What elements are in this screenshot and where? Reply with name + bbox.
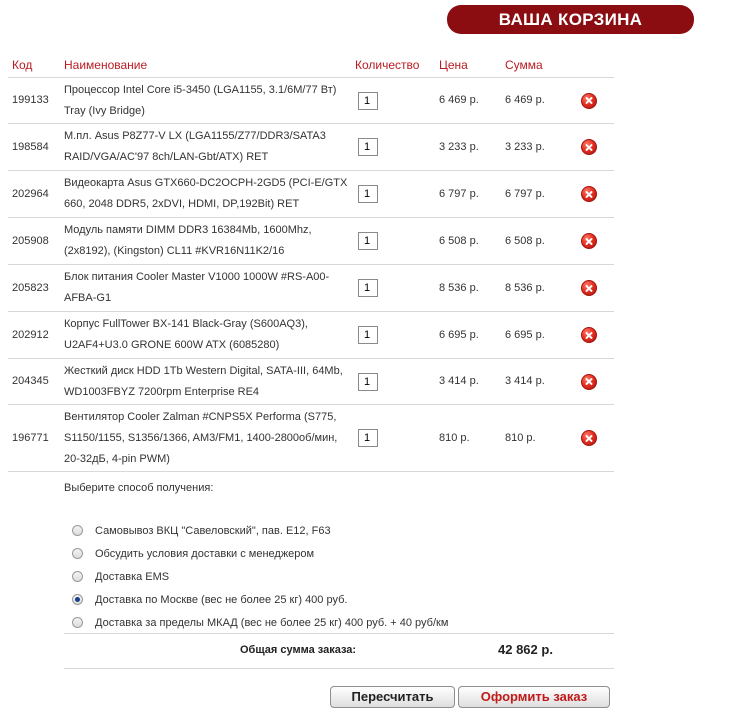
quantity-input[interactable] bbox=[358, 232, 378, 250]
item-price: 6 508 р. bbox=[439, 218, 505, 265]
radio-button[interactable] bbox=[72, 571, 83, 582]
cart-header-row bbox=[8, 52, 614, 78]
item-quantity-cell bbox=[355, 265, 439, 312]
total-value: 42 862 р. bbox=[498, 642, 553, 657]
item-price: 810 р. bbox=[439, 405, 505, 472]
item-sum: 3 233 р. bbox=[505, 124, 575, 171]
item-quantity-cell bbox=[355, 78, 439, 124]
delete-icon[interactable] bbox=[581, 93, 597, 109]
delivery-option-label: Доставка за пределы МКАД (вес не более 25 кг) 400 руб. + 40 руб/км bbox=[95, 616, 449, 629]
cart-banner bbox=[447, 5, 694, 34]
divider-bottom bbox=[64, 668, 614, 669]
delivery-options bbox=[72, 519, 448, 634]
item-price: 6 469 р. bbox=[439, 78, 505, 124]
item-name: Жесткий диск HDD 1Tb Western Digital, SATA-III, 64Mb, WD1003FBYZ 7200rpm Enterprise RE4 bbox=[64, 359, 355, 405]
radio-button[interactable] bbox=[72, 548, 83, 559]
item-name: Видеокарта Asus GTX660-DC2OCPH-2GD5 (PCI-E/GTX 660, 2048 DDR5, 2xDVI, HDMI, DP,192Bit) RET bbox=[64, 171, 355, 218]
item-delete-cell bbox=[575, 359, 614, 405]
delete-icon[interactable] bbox=[581, 280, 597, 296]
item-name: М.пл. Asus P8Z77-V LX (LGA1155/Z77/DDR3/SATA3 RAID/VGA/AC'97 8ch/LAN-Gbt/ATX) RET bbox=[64, 124, 355, 171]
table-row bbox=[8, 359, 614, 405]
item-code: 205823 bbox=[8, 265, 64, 312]
radio-button[interactable] bbox=[72, 594, 83, 605]
item-name: Блок питания Cooler Master V1000 1000W #RS-A00-AFBA-G1 bbox=[64, 265, 355, 312]
cart-body bbox=[8, 78, 614, 472]
item-price: 3 233 р. bbox=[439, 124, 505, 171]
delete-icon[interactable] bbox=[581, 327, 597, 343]
delete-icon[interactable] bbox=[581, 374, 597, 390]
cart-table bbox=[8, 52, 614, 472]
item-sum: 6 508 р. bbox=[505, 218, 575, 265]
table-row bbox=[8, 312, 614, 359]
item-price: 6 797 р. bbox=[439, 171, 505, 218]
delete-icon[interactable] bbox=[581, 233, 597, 249]
item-quantity-cell bbox=[355, 312, 439, 359]
item-sum: 3 414 р. bbox=[505, 359, 575, 405]
item-code: 202912 bbox=[8, 312, 64, 359]
delivery-option[interactable] bbox=[72, 588, 448, 611]
item-quantity-cell bbox=[355, 405, 439, 472]
item-code: 205908 bbox=[8, 218, 64, 265]
table-row bbox=[8, 78, 614, 124]
item-name: Модуль памяти DIMM DDR3 16384Mb, 1600Mhz, (2x8192), (Kingston) CL11 #KVR16N11K2/16 bbox=[64, 218, 355, 265]
item-sum: 8 536 р. bbox=[505, 265, 575, 312]
cart-banner-title: ВАША КОРЗИНА bbox=[498, 10, 643, 29]
item-name: Процессор Intel Core i5-3450 (LGA1155, 3.1/6M/77 Вт) Tray (Ivy Bridge) bbox=[64, 78, 355, 124]
table-row bbox=[8, 405, 614, 472]
item-sum: 6 695 р. bbox=[505, 312, 575, 359]
delete-icon[interactable] bbox=[581, 139, 597, 155]
delivery-option-label: Обсудить условия доставки с менеджером bbox=[95, 547, 315, 560]
item-name: Корпус FullTower BX-141 Black-Gray (S600AQ3), U2AF4+U3.0 GRONE 600W ATX (6085280) bbox=[64, 312, 355, 359]
delivery-title: Выберите способ получения: bbox=[64, 482, 214, 494]
recalculate-button[interactable]: Пересчитать bbox=[330, 686, 455, 708]
quantity-input[interactable] bbox=[358, 138, 378, 156]
delivery-option[interactable] bbox=[72, 565, 448, 588]
delete-icon[interactable] bbox=[581, 186, 597, 202]
item-code: 198584 bbox=[8, 124, 64, 171]
item-delete-cell bbox=[575, 78, 614, 124]
delete-icon[interactable] bbox=[581, 430, 597, 446]
quantity-input[interactable] bbox=[358, 92, 378, 110]
item-delete-cell bbox=[575, 312, 614, 359]
header-name: Наименование bbox=[64, 52, 355, 78]
item-delete-cell bbox=[575, 124, 614, 171]
quantity-input[interactable] bbox=[358, 185, 378, 203]
item-quantity-cell bbox=[355, 359, 439, 405]
header-sum: Сумма bbox=[505, 52, 575, 78]
header-quantity: Количество bbox=[355, 52, 439, 78]
header-price: Цена bbox=[439, 52, 505, 78]
item-price: 8 536 р. bbox=[439, 265, 505, 312]
header-delete bbox=[575, 52, 614, 78]
item-name: Вентилятор Cooler Zalman #CNPS5X Performa (S775, S1150/1155, S1356/1366, AM3/FM1, 1400-2800об/мин, 20-32дБ, 4-pin PWM) bbox=[64, 405, 355, 472]
quantity-input[interactable] bbox=[358, 373, 378, 391]
quantity-input[interactable] bbox=[358, 429, 378, 447]
item-code: 202964 bbox=[8, 171, 64, 218]
item-sum: 6 797 р. bbox=[505, 171, 575, 218]
table-row bbox=[8, 265, 614, 312]
quantity-input[interactable] bbox=[358, 326, 378, 344]
item-sum: 6 469 р. bbox=[505, 78, 575, 124]
item-delete-cell bbox=[575, 171, 614, 218]
delivery-option-label: Самовывоз ВКЦ "Савеловский", пав. E12, F63 bbox=[95, 524, 331, 537]
item-code: 204345 bbox=[8, 359, 64, 405]
delivery-option[interactable] bbox=[72, 542, 448, 565]
item-delete-cell bbox=[575, 405, 614, 472]
header-code: Код bbox=[8, 52, 64, 78]
total-label: Общая сумма заказа: bbox=[240, 644, 357, 656]
item-delete-cell bbox=[575, 218, 614, 265]
delivery-option-label: Доставка EMS bbox=[95, 570, 170, 583]
quantity-input[interactable] bbox=[358, 279, 378, 297]
item-sum: 810 р. bbox=[505, 405, 575, 472]
item-quantity-cell bbox=[355, 124, 439, 171]
item-price: 3 414 р. bbox=[439, 359, 505, 405]
table-row bbox=[8, 124, 614, 171]
checkout-button[interactable]: Оформить заказ bbox=[458, 686, 610, 708]
delivery-option-label: Доставка по Москве (вес не более 25 кг) 400 руб. bbox=[95, 593, 348, 606]
delivery-option[interactable] bbox=[72, 519, 448, 542]
item-quantity-cell bbox=[355, 218, 439, 265]
item-quantity-cell bbox=[355, 171, 439, 218]
item-code: 196771 bbox=[8, 405, 64, 472]
delivery-option[interactable] bbox=[72, 611, 448, 634]
divider-top bbox=[64, 633, 614, 634]
radio-button[interactable] bbox=[72, 525, 83, 536]
table-row bbox=[8, 171, 614, 218]
table-row bbox=[8, 218, 614, 265]
item-delete-cell bbox=[575, 265, 614, 312]
item-code: 199133 bbox=[8, 78, 64, 124]
radio-button[interactable] bbox=[72, 617, 83, 628]
item-price: 6 695 р. bbox=[439, 312, 505, 359]
